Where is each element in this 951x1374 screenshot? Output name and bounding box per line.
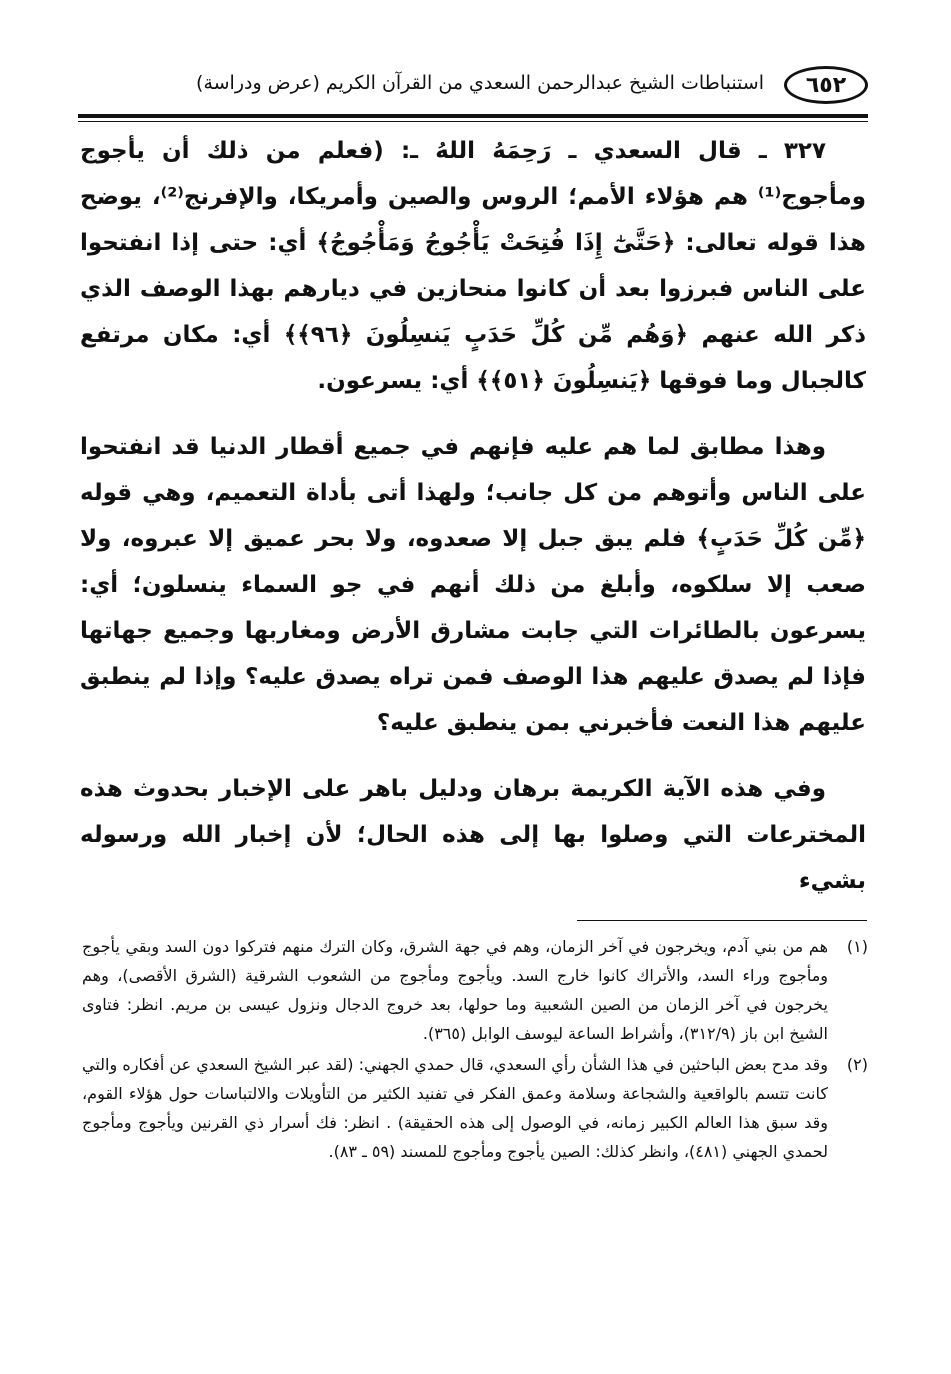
footnote-separator <box>577 920 867 921</box>
paragraph: وفي هذه الآية الكريمة برهان ودليل باهر على الإخبار بحدوث هذه المخترعات التي وصلوا بها إلى هذه الحال؛ لأن إخبار الله ورسوله بشيء <box>80 776 866 894</box>
header-rule-thick <box>78 114 868 118</box>
footnote-number: (١) <box>846 937 868 956</box>
paragraph: وهذا مطابق لما هم عليه فإنهم في جميع أقطار الدنيا قد انفتحوا على الناس وأتوهم من كل جانب؛ ولهذا أتى بأداة التعميم، وهي قوله ﴿مِّن كُلِّ حَدَبٍ﴾ فلم يبق جبل إلا صعدوه، ولا بحر عميق إلا عبروه، ولا صعب إلا سلكوه، وأبلغ من ذلك أنهم في جو السماء ينسلون؛ أي: يسرعون بالطائرات التي جابت مشارق الأرض ومغاربها وجميع جهاتها فإذا لم يصدق عليهم هذا الوصف فمن تراه يصدق عليه؟ وإذا لم ينطبق عليهم هذا النعت فأخبرني بمن ينطبق عليه؟ <box>80 434 866 736</box>
footnote-text: هم من بني آدم، ويخرجون في آخر الزمان، وهم في جهة الشرق، وكان الترك منهم فتركوا دون السد وبقي يأجوج ومأجوج وراء السد، والأتراك كانوا خارج السد. ويأجوج ومأجوج من الشعوب الشرقية (الشرق الأقصى)، وهم يخرجون في آخر الزمان من الصين الشعبية وما حولها، بعد خروج الدجال ونزول عيسى بن مريم. انظر: فتاوى الشيخ ابن باز (٣١٢/٩)، وأشراط الساعة ليوسف الوابل (٣٦٥). <box>82 937 828 1043</box>
paragraph: ٣٢٧ ـ قال السعدي ـ رَحِمَهُ اللهُ ـ: (فعلم من ذلك أن يأجوج ومأجوج⁽¹⁾ هم هؤلاء الأمم؛ الروس والصين وأمريكا، والإفرنج⁽²⁾، يوضح هذا قوله تعالى: ﴿حَتَّىٰٓ إِذَا فُتِحَتْ يَأْجُوجُ وَمَأْجُوجُ﴾ أي: حتى إذا انفتحوا على الناس فبرزوا بعد أن كانوا منحازين في ديارهم بهذا الوصف الذي ذكر الله عنهم ﴿وَهُم مِّن كُلِّ حَدَبٍ يَنسِلُونَ ﴿٩٦﴾﴾ أي: مكان مرتفع كالجبال وما فوقها ﴿يَنسِلُونَ ﴿٥١﴾﴾ أي: يسرعون. <box>80 138 866 394</box>
header-rule-thin <box>78 121 868 122</box>
page-header <box>78 66 868 110</box>
footnotes <box>82 932 868 1168</box>
footnote <box>82 932 868 1048</box>
page-number-badge: ٦٥٢ <box>784 66 868 104</box>
footnote-number: (٢) <box>846 1055 868 1074</box>
footnote <box>82 1050 868 1166</box>
footnote-text: وقد مدح بعض الباحثين في هذا الشأن رأي السعدي، قال حمدي الجهني: (لقد عبر الشيخ السعدي عن أفكاره والتي كانت تتسم بالواقعية والشجاعة وسلامة وعمق الفكر في تفنيد الكثير من التأويلات والالتباسات حول هؤلاء القوم، وقد سبق هذا العالم الكبير زمانه، في الوصول إلى هذه الحقيقة) . انظر: فك أسرار ذي القرنين ويأجوج ومأجوج لحمدي الجهني (٤٨١)، وانظر كذلك: الصين يأجوج ومأجوج للمسند (٥٩ ـ ٨٣). <box>82 1055 828 1161</box>
running-title: استنباطات الشيخ عبدالرحمن السعدي من القرآن الكريم (عرض ودراسة) <box>196 72 764 94</box>
main-text <box>80 128 866 924</box>
